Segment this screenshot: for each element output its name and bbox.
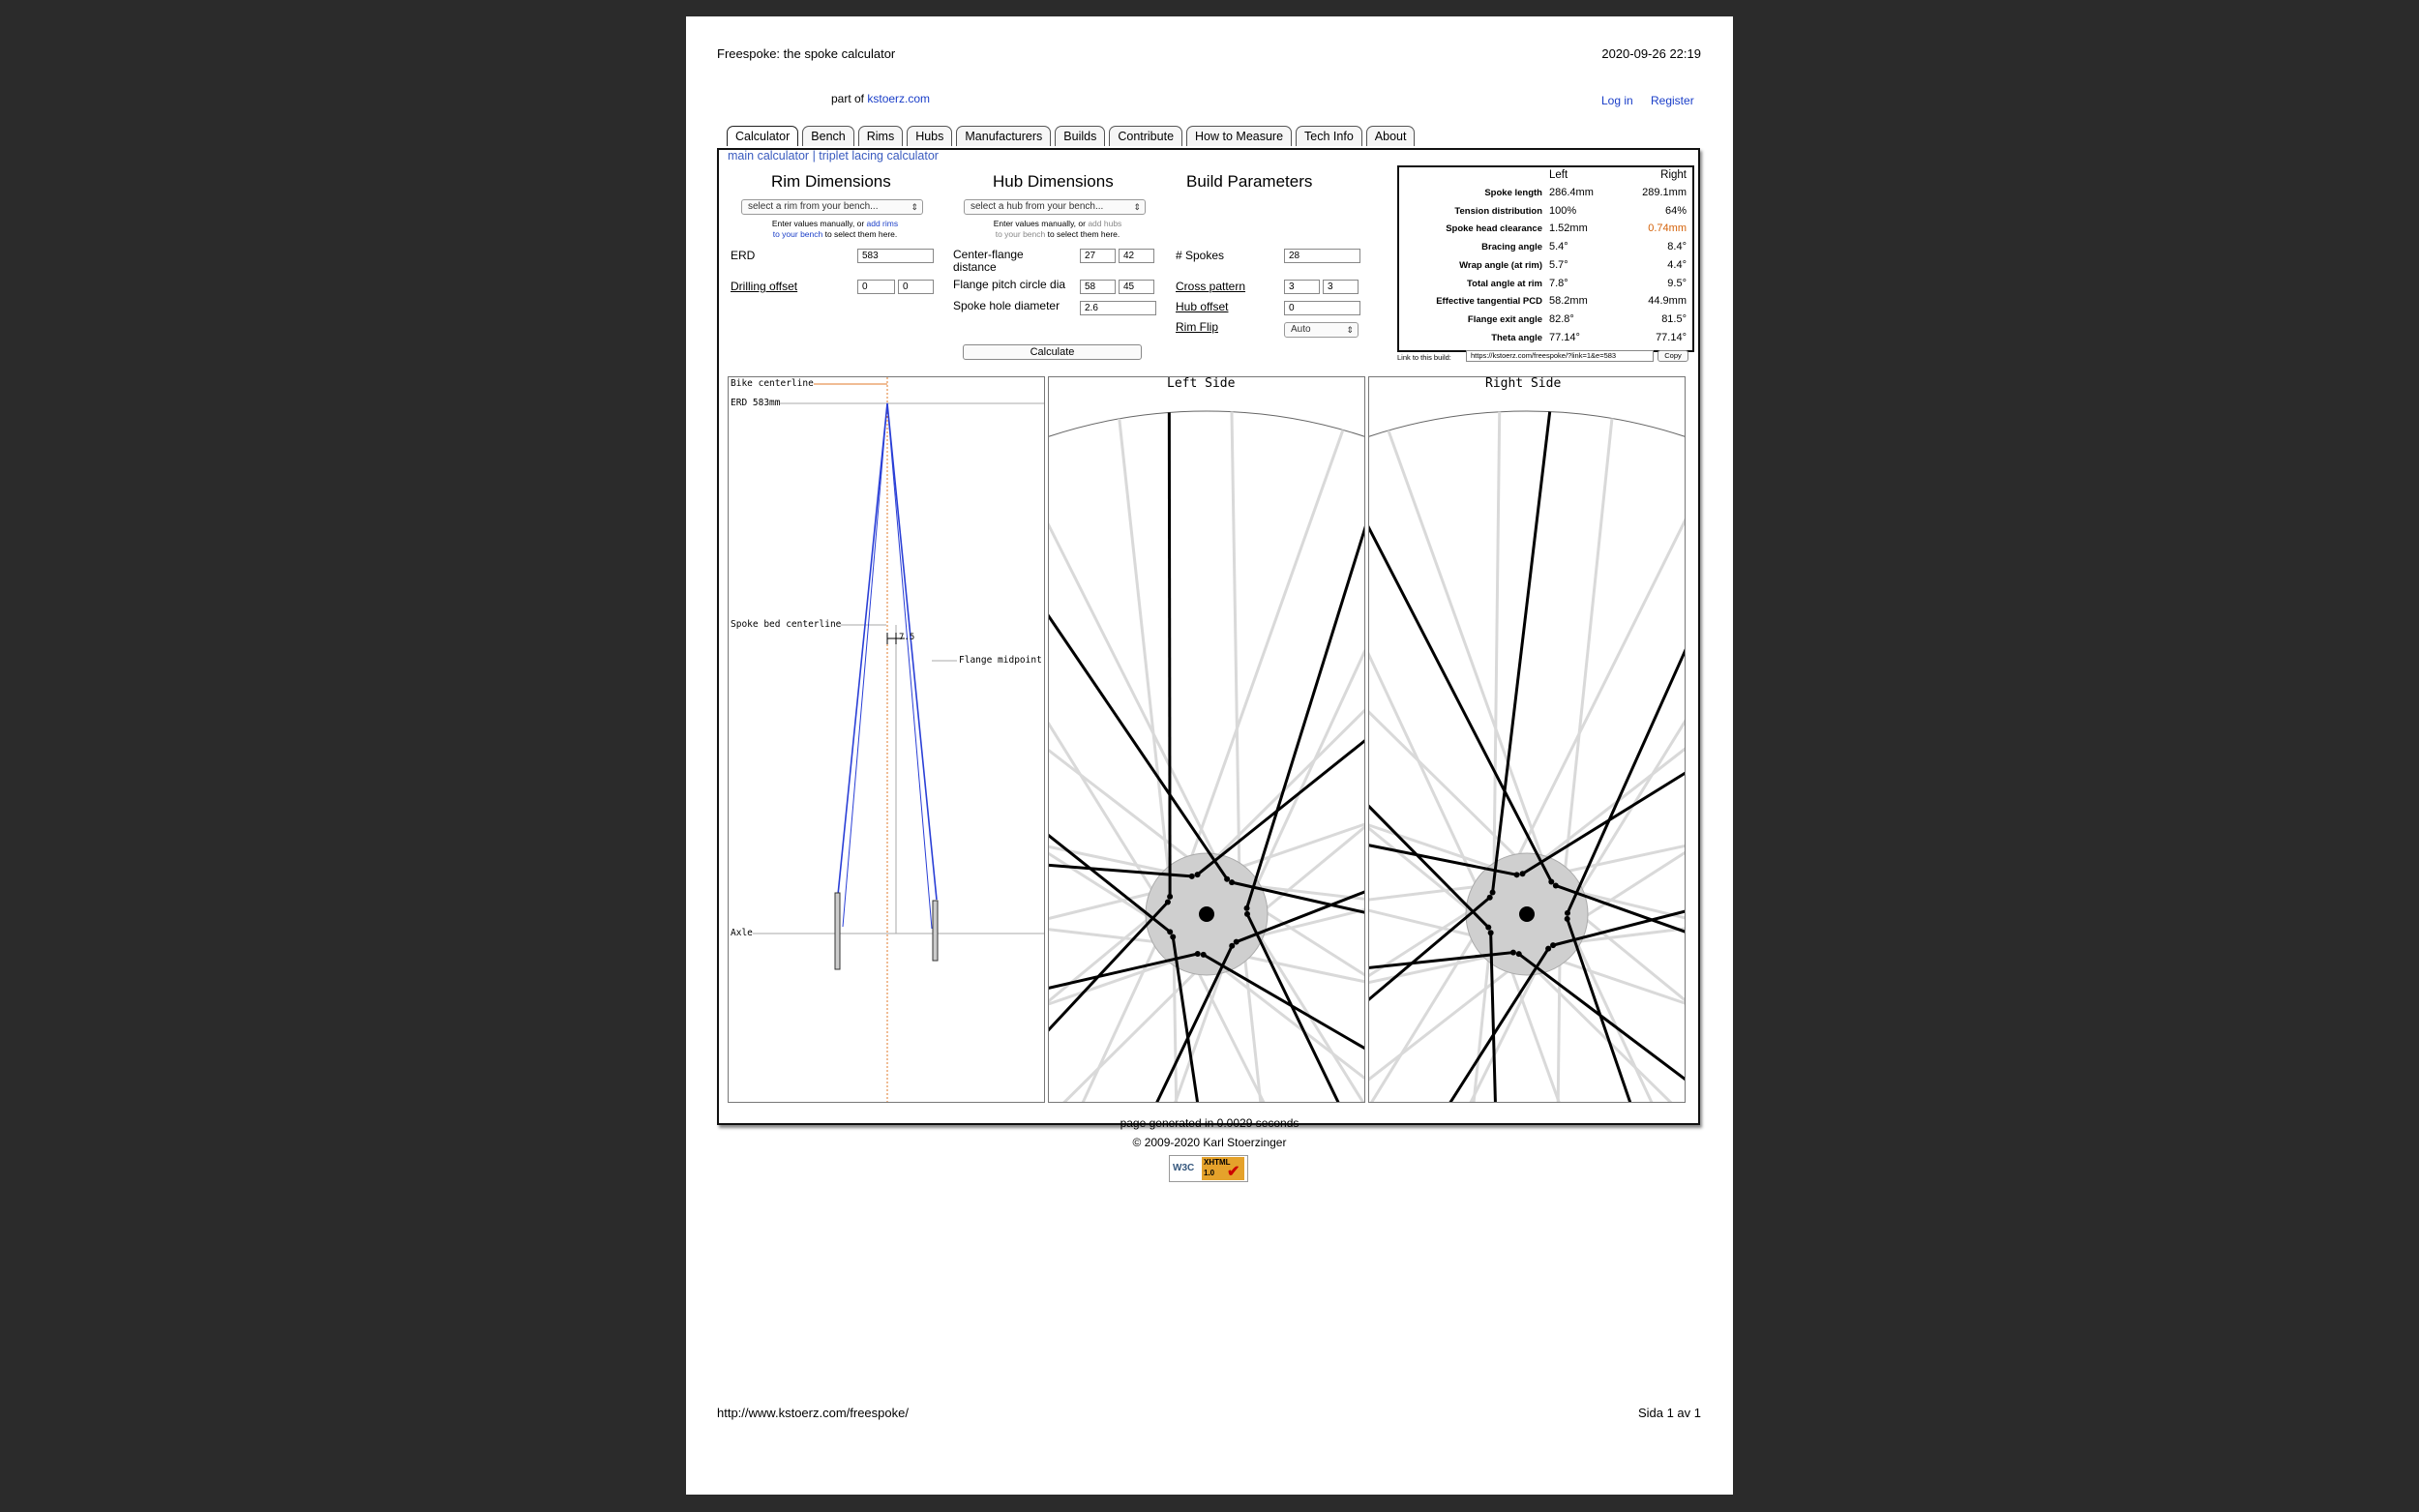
subnav-separator: |	[812, 149, 816, 163]
flange-pcd-label: Flange pitch circle dia	[953, 278, 1066, 291]
far-side-spoke	[1542, 776, 1685, 876]
left-wheel-svg	[1049, 377, 1364, 1102]
result-right-value: 289.1mm	[1642, 187, 1687, 198]
spoke-outer-lines	[838, 403, 937, 900]
printed-page	[686, 16, 1733, 1495]
result-right-value: 4.4°	[1667, 258, 1687, 271]
cross-left-input[interactable]: 3	[1284, 280, 1320, 294]
xhtml-badge[interactable]	[1169, 1155, 1248, 1182]
hub-offset-label[interactable]: Hub offset	[1176, 300, 1229, 313]
cross-section-diagram	[728, 376, 1045, 1103]
spoke-hole	[1195, 872, 1201, 877]
tab-manufacturers[interactable]: Manufacturers	[956, 126, 1051, 146]
rim-heading: Rim Dimensions	[771, 172, 891, 191]
tab-tech-info[interactable]: Tech Info	[1296, 126, 1362, 146]
drilling-offset-left-input[interactable]: 0	[857, 280, 895, 294]
spoke-hole	[1548, 878, 1554, 884]
result-label: Spoke length	[1484, 188, 1542, 198]
spoke-hole	[1550, 942, 1556, 948]
results-row	[1399, 240, 1692, 257]
results-row	[1399, 258, 1692, 276]
axle-hole	[1199, 906, 1214, 922]
result-label: Bracing angle	[1481, 242, 1542, 253]
copyright: © 2009-2020 Karl Stoerzinger	[1132, 1136, 1287, 1149]
far-side-spoke	[1232, 412, 1239, 891]
rim-select-value: select a rim from your bench...	[748, 201, 879, 212]
left-side-title: Left Side	[1167, 376, 1236, 391]
results-row	[1399, 204, 1692, 222]
flange-pcd-right-input[interactable]: 45	[1119, 280, 1154, 294]
spoke-hole	[1514, 872, 1520, 877]
spoke-hole	[1490, 889, 1496, 895]
print-header-date: 2020-09-26 22:19	[1601, 46, 1701, 61]
result-right-value: 0.74mm	[1648, 222, 1687, 235]
erd-label: ERD	[731, 249, 756, 262]
far-side-spoke	[1182, 430, 1342, 881]
add-hubs-link[interactable]: add hubs	[1088, 219, 1122, 228]
spoke-hole-input[interactable]: 2.6	[1080, 301, 1156, 315]
spoke-hole	[1565, 916, 1570, 922]
left-flange	[835, 893, 840, 969]
spoke-hole	[1170, 934, 1176, 940]
xhtml-version-text: 1.0	[1204, 1169, 1215, 1177]
far-side-spoke	[1369, 622, 1488, 925]
copy-link-button[interactable]: Copy	[1657, 350, 1688, 362]
spoke-hole	[1201, 952, 1207, 958]
hub-select-value: select a hub from your bench...	[971, 201, 1104, 212]
far-side-spoke	[1049, 581, 1209, 874]
tab-calculator[interactable]: Calculator	[727, 126, 798, 146]
result-label: Tension distribution	[1454, 205, 1542, 217]
spoke-hole	[1229, 879, 1235, 885]
result-right-value: 9.5°	[1667, 277, 1687, 289]
hub-hint: Enter values manually, or add hubs to your bench to select them here.	[993, 219, 1122, 239]
spoke-hole	[1244, 905, 1250, 911]
offset-value-label: 7.5	[899, 633, 915, 642]
result-label: Wrap angle (at rim)	[1459, 259, 1542, 271]
rim-hint: Enter values manually, or add rims to your bench to select them here.	[771, 219, 899, 239]
result-left-value: 100%	[1549, 204, 1577, 217]
erd-input[interactable]: 583	[857, 249, 934, 263]
tab-hubs[interactable]: Hubs	[907, 126, 952, 146]
far-side-spoke	[1247, 916, 1364, 1102]
flange-midpoint-label: Flange midpoint	[959, 655, 1042, 666]
rim-flip-select[interactable]	[1284, 322, 1359, 338]
print-header-title: Freespoke: the spoke calculator	[717, 46, 896, 61]
rim-flip-label[interactable]: Rim Flip	[1176, 320, 1218, 334]
result-label: Theta angle	[1491, 332, 1542, 343]
result-right-value: 8.4°	[1667, 241, 1687, 253]
spoke-hole	[1488, 930, 1494, 935]
far-side-spoke	[1567, 921, 1685, 1102]
rim-flip-value: Auto	[1291, 324, 1311, 335]
rim-select[interactable]	[741, 199, 923, 215]
near-side-spoke	[1169, 412, 1170, 896]
spoke-hole	[1224, 876, 1230, 882]
axle-hole	[1519, 906, 1535, 922]
spokes-label: # Spokes	[1176, 249, 1225, 262]
site-byline	[831, 92, 930, 105]
spoke-hole	[1520, 871, 1526, 876]
near-side-spoke	[1247, 446, 1364, 908]
w3c-logo-text: W3C	[1173, 1163, 1195, 1173]
spoke-hole	[1487, 895, 1493, 901]
far-side-spoke	[1049, 451, 1226, 878]
tab-rims[interactable]: Rims	[858, 126, 903, 146]
tab-how-to-measure[interactable]: How to Measure	[1186, 126, 1292, 146]
result-left-value: 286.4mm	[1549, 187, 1594, 198]
erd-diagram-label: ERD 583mm	[731, 398, 781, 408]
tab-about[interactable]: About	[1366, 126, 1416, 146]
spoke-hole	[1244, 911, 1250, 917]
select-arrow-icon: ⇕	[1346, 325, 1354, 335]
byline-text: part of	[831, 92, 865, 105]
result-label: Flange exit angle	[1467, 313, 1542, 325]
results-col-left: Left	[1549, 169, 1568, 181]
drilling-offset-label[interactable]: Drilling offset	[731, 280, 798, 293]
results-row	[1399, 294, 1692, 311]
calculator-box	[717, 148, 1700, 1125]
far-side-spoke	[1389, 430, 1551, 881]
result-left-value: 5.7°	[1549, 258, 1568, 271]
checkmark-icon: ✔	[1227, 1164, 1240, 1180]
result-left-value: 82.8°	[1549, 312, 1574, 325]
spoke-hole	[1165, 899, 1171, 904]
drilling-offset-right-input[interactable]: 0	[898, 280, 934, 294]
result-right-value: 77.14°	[1656, 331, 1687, 343]
result-left-value: 58.2mm	[1549, 295, 1588, 308]
far-side-spoke	[1508, 450, 1685, 878]
kstoerz-link[interactable]: kstoerz.com	[867, 92, 931, 105]
result-right-value: 44.9mm	[1648, 295, 1687, 308]
spoke-hole	[1229, 943, 1235, 949]
select-arrow-icon: ⇕	[1133, 202, 1141, 212]
hub-heading: Hub Dimensions	[993, 172, 1114, 191]
subnav	[728, 149, 939, 163]
near-side-spoke	[1568, 471, 1685, 913]
result-right-value: 64%	[1664, 204, 1687, 217]
right-flange	[933, 901, 938, 961]
hub-offset-input[interactable]: 0	[1284, 301, 1360, 315]
result-left-value: 5.4°	[1549, 241, 1568, 253]
spoke-hole-label: Spoke hole diameter	[953, 299, 1060, 312]
center-flange-right-input[interactable]: 42	[1119, 249, 1154, 263]
spoke-hole	[1545, 946, 1551, 952]
hub-select[interactable]	[964, 199, 1146, 215]
results-row	[1399, 222, 1692, 239]
spoke-hole	[1234, 939, 1239, 945]
center-flange-left-input[interactable]: 27	[1080, 249, 1116, 263]
build-link-label: Link to this build:	[1397, 353, 1451, 362]
calculate-button[interactable]: Calculate	[963, 344, 1142, 360]
triplet-calculator-link[interactable]: triplet lacing calculator	[819, 149, 939, 163]
spoke-hole	[1485, 925, 1491, 931]
near-side-spoke	[1568, 919, 1685, 1102]
far-side-spoke	[1245, 621, 1364, 926]
generated-time: page generated in 0.0029 seconds	[1120, 1116, 1299, 1130]
spoke-hole	[1565, 910, 1570, 916]
tab-contribute[interactable]: Contribute	[1109, 126, 1182, 146]
tab-bench[interactable]: Bench	[802, 126, 853, 146]
result-left-value: 1.52mm	[1549, 222, 1588, 235]
spoke-hole	[1516, 951, 1522, 957]
result-label: Spoke head clearance	[1446, 223, 1542, 235]
build-link-input[interactable]: https://kstoerz.com/freespoke/?link=1&e=583	[1466, 350, 1654, 362]
right-wheel-svg	[1369, 377, 1685, 1102]
flange-pcd-left-input[interactable]: 58	[1080, 280, 1116, 294]
add-rims-link[interactable]: add rims	[866, 219, 899, 228]
spoke-bed-label: Spoke bed centerline	[731, 619, 842, 630]
print-footer-page: Sida 1 av 1	[1637, 1406, 1701, 1420]
spokes-input[interactable]: 28	[1284, 249, 1360, 263]
results-row	[1399, 331, 1692, 348]
xhtml-text: XHTML	[1204, 1158, 1231, 1167]
cross-right-input[interactable]: 3	[1323, 280, 1359, 294]
bike-centerline-label: Bike centerline	[731, 378, 814, 389]
near-side-spoke	[1369, 452, 1551, 882]
right-side-wheel	[1368, 376, 1686, 1103]
right-side-title: Right Side	[1485, 376, 1562, 391]
login-link[interactable]: Log in	[1601, 94, 1633, 107]
result-label: Effective tangential PCD	[1436, 296, 1542, 308]
build-heading: Build Parameters	[1186, 172, 1313, 191]
result-left-value: 77.14°	[1549, 331, 1580, 343]
spoke-hole	[1553, 882, 1559, 888]
far-side-spoke	[1494, 412, 1500, 891]
cross-pattern-label[interactable]: Cross pattern	[1176, 280, 1246, 293]
results-row	[1399, 277, 1692, 294]
results-row	[1399, 186, 1692, 203]
cross-section-svg	[729, 377, 1044, 1102]
main-calculator-link[interactable]: main calculator	[728, 149, 810, 163]
spoke-hole	[1167, 894, 1173, 900]
print-footer-url: http://www.kstoerz.com/freespoke/	[717, 1406, 909, 1420]
spoke-hole	[1189, 874, 1195, 879]
register-link[interactable]: Register	[1651, 94, 1694, 107]
spoke-hole	[1167, 929, 1173, 934]
left-side-wheel	[1048, 376, 1365, 1103]
spoke-hole	[1510, 950, 1516, 956]
result-left-value: 7.8°	[1549, 277, 1568, 289]
spoke-hole	[1195, 951, 1201, 957]
results-table	[1397, 165, 1694, 352]
main-tabs	[727, 126, 1415, 147]
rim-bench-link[interactable]: to your bench	[772, 229, 823, 239]
select-arrow-icon: ⇕	[911, 202, 918, 212]
results-row	[1399, 312, 1692, 330]
results-col-right: Right	[1660, 169, 1687, 181]
near-side-spoke	[1198, 572, 1364, 875]
center-flange-label: Center-flange distance	[953, 248, 1024, 274]
tab-builds[interactable]: Builds	[1055, 126, 1105, 146]
axle-label: Axle	[731, 928, 753, 938]
hub-bench-link[interactable]: to your bench	[995, 229, 1046, 239]
result-right-value: 81.5°	[1661, 312, 1687, 325]
result-label: Total angle at rim	[1467, 278, 1542, 289]
